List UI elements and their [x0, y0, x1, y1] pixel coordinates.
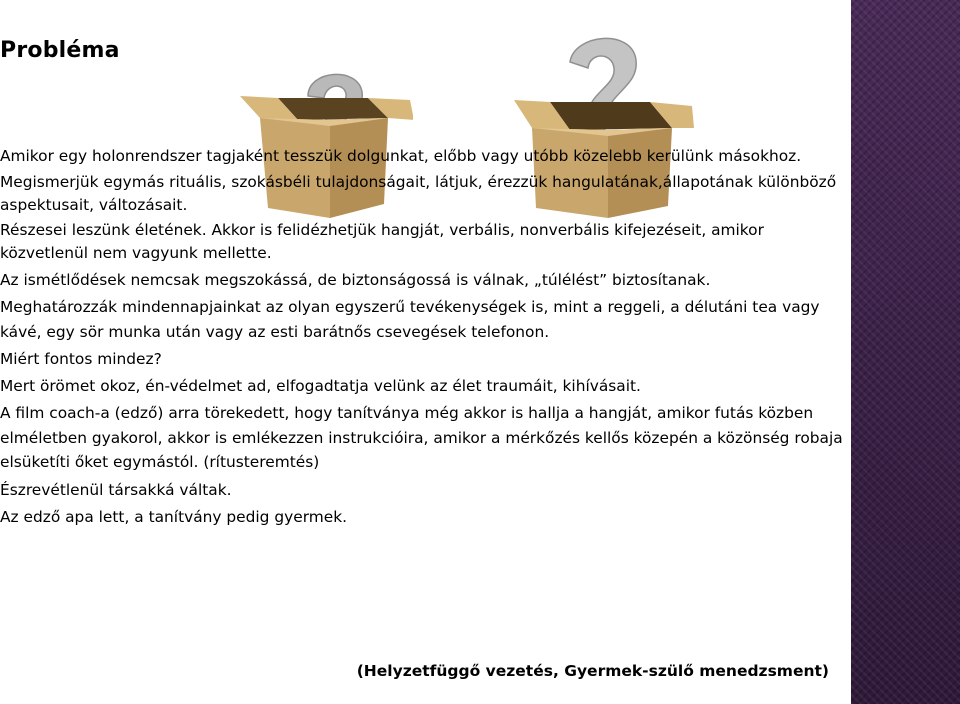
paragraph-4: Az ismétlődések nemcsak megszokássá, de biztonságossá is válnak, „túlélést” biztosítanak. [0, 270, 711, 289]
decorative-side-band [851, 0, 960, 704]
paragraph-10: Az edző apa lett, a tanítvány pedig gyermek. [0, 507, 348, 526]
paragraph-1: Amikor egy holonrendszer tagjaként tesszük dolgunkat, előbb vagy utóbb közelebb kerülünk másokhoz. [0, 147, 802, 165]
paragraph-3: Részesei leszünk életének. Akkor is felidézhetjük hangját, verbális, nonverbális kifejezéseit, amikor közvetlenül nem vagyunk mellette. [0, 221, 764, 263]
paragraph-2: Megismerjük egymás rituális, szokásbéli tulajdonságait, látjuk, érezzük hangulatának,állapotának különböző aspektusait, változásait. [0, 172, 837, 214]
paragraph-7: Mert örömet okoz, én-védelmet ad, elfogadtatja velünk az élet traumáit, kihívásait. [0, 376, 641, 395]
paragraph-9: Észrevétlenül társakká váltak. [0, 480, 232, 499]
slide-title: Probléma [0, 38, 120, 63]
paragraph-5: Meghatározzák mindennapjainkat az olyan egyszerű tevékenységek is, mint a reggeli, a délutáni tea vagy kávé, egy sör munka után vagy az esti barátnős csevegések telefonon. [0, 297, 820, 341]
paragraph-8: A film coach-a (edző) arra törekedett, hogy tanítványa még akkor is hallja a hangját, amikor futás közben elméletben gyakorol, akkor is emlékezzen instrukcióira, amikor a mérkőzés kellős közepén a közönség robaja elsüketíti őket egymástól. (rítusteremtés) [0, 404, 843, 472]
body-text [0, 145, 848, 532]
source-citation: (Helyzetfüggő vezetés, Gyermek-szülő menedzsment) [356, 662, 829, 680]
paragraph-6: Miért fontos mindez? [0, 349, 162, 368]
